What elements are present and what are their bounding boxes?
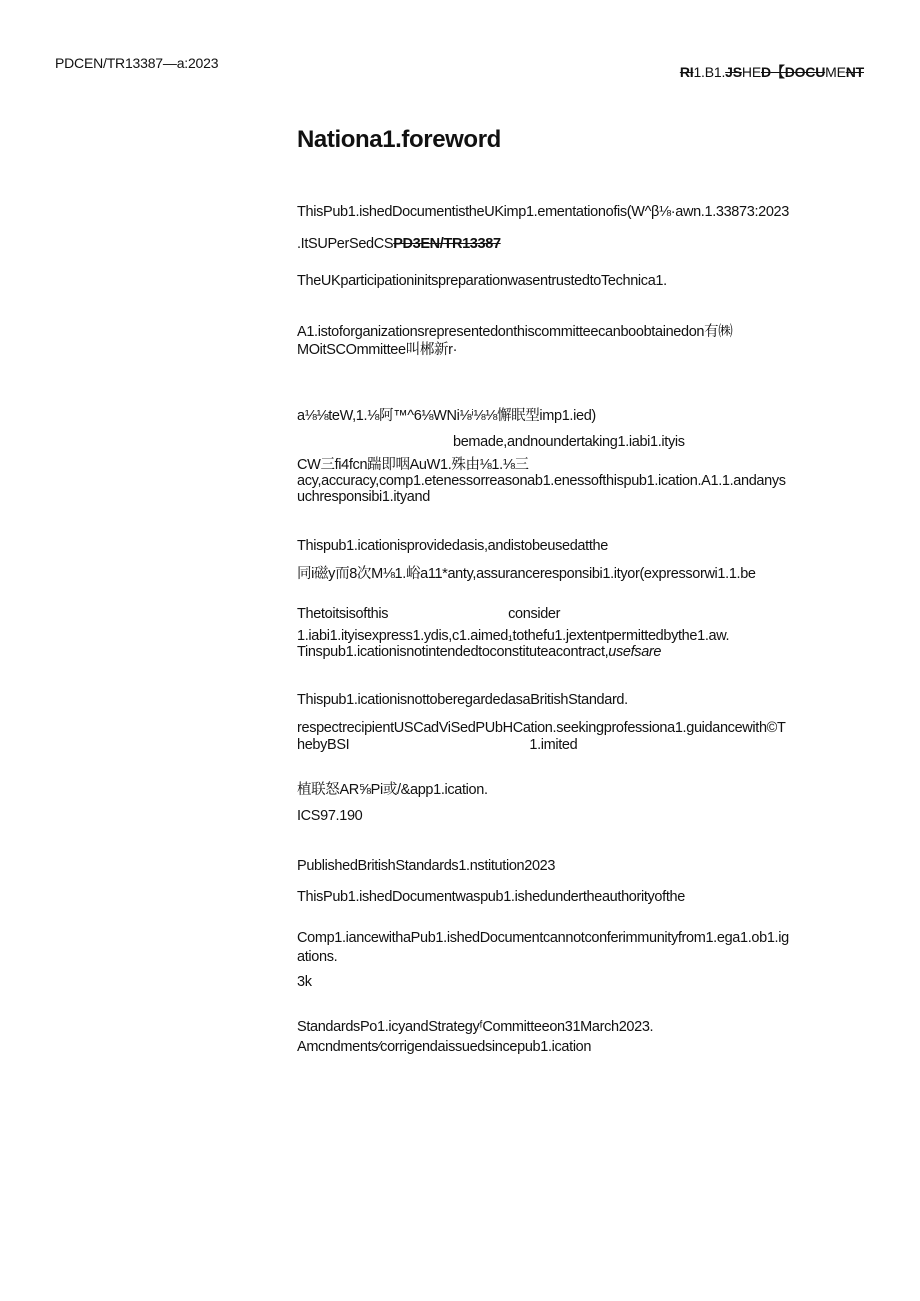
paragraph-authority: ThisPub1.ishedDocumentwaspub1.ishedundertheauthorityofthe — [297, 889, 685, 905]
paragraph-published-by: PublishedBritishStandards1.nstitution2023 — [297, 858, 556, 874]
liability-line-2-italic: usefsare — [608, 644, 662, 660]
paragraph-provided-as-is: Thispub1.icationisprovidedasis,andistobeusedatthe — [297, 538, 608, 554]
ics-code: ICS97.190 — [297, 808, 363, 824]
paragraph-compliance — [297, 929, 857, 967]
superseded-doc-id: PD3EN/TR13387 — [393, 236, 501, 252]
guidance-line-2b: 1.imited — [529, 737, 578, 753]
guidance-line-1: respectrecipientUSCadViSedPUbHCation.seekingprofessiona1.guidancewith©T — [297, 720, 786, 736]
accuracy-line-1: CW三fi4fcn踹即咽AuW1.殊由⅛1.⅛三 — [297, 457, 529, 473]
accuracy-line-3: uchresponsibi1.ityand — [297, 489, 430, 505]
status-part-g: ME — [825, 64, 846, 80]
status-part-f: 【DOCU — [770, 64, 826, 80]
paragraph-undertaking: bemade,andnoundertaking1.iabi1.ityis — [453, 434, 685, 450]
status-part-b: 1.B1. — [693, 64, 726, 80]
status-part-h: NT — [845, 64, 864, 80]
compliance-line-1: Comp1.iancewithaPub1.ishedDocumentcannotconferimmunityfrom1.ega1.ob1.ig — [297, 930, 789, 946]
paragraph-liability — [297, 628, 857, 660]
page-title: Nationa1.foreword — [297, 126, 501, 153]
paragraph-consider — [297, 605, 857, 623]
consider-text-a: Thetoitsisofthis — [297, 606, 389, 622]
paragraph-professional-guidance — [297, 720, 857, 754]
liability-line-1: 1.iabi1.ityisexpress1.ydis,c1.aimed₁tothefu1.jextentpermittedbythe1.aw. — [297, 628, 730, 644]
paragraph-warranty: a⅛⅛teW,1.⅛阿™^6⅛WNi⅛ⁱ⅛⅛懈眠型imp1.ied) — [297, 408, 596, 424]
paragraph-not-british-standard: Thispub1.icationisnottoberegardedasaBritishStandard. — [297, 692, 628, 708]
document-id: PDCEN/TR13387—a:2023 — [55, 55, 219, 71]
paragraph-implementation: ThisPub1.ishedDocumentistheUKimp1.ementationofis(W^β⅛·awn.1.33873:2023 — [297, 204, 789, 220]
paragraph-supersedes — [297, 235, 857, 253]
committee-line-2: MOitSCOmmittee叫郴新r· — [297, 342, 458, 358]
liability-line-2: Tinspub1.icationisnotintendedtoconstituteacontract, — [297, 644, 609, 660]
paragraph-participation: TheUKparticipationinitspreparationwasentrustedtoTechnica1. — [297, 273, 667, 289]
paragraph-assurance: 同i磁y而8次M⅛1.峪a11*anty,assuranceresponsibi1.ityor(expressorwi1.1.be — [297, 566, 756, 582]
compliance-line-2: ations. — [297, 949, 338, 965]
isbn-fragment: 3k — [297, 974, 312, 990]
paragraph-committee-date: StandardsPo1.icyandStrategyᶠCommitteeon31March2023. — [297, 1019, 654, 1035]
consider-text-b: consider — [508, 606, 561, 622]
status-part-e: D — [760, 64, 771, 80]
status-part-a: RI — [679, 64, 694, 80]
paragraph-committee-list — [297, 323, 857, 359]
status-part-c: JS — [725, 64, 742, 80]
supersedes-text: .ItSUPerSedCS — [297, 236, 394, 252]
paragraph-application: 植联怒AR⅝Pi或/&app1.ication. — [297, 782, 488, 798]
paragraph-accuracy — [297, 457, 857, 505]
paragraph-amendments: Amcndments⁄corrigendaissuedsincepub1.ication — [297, 1039, 592, 1055]
document-status-label — [680, 62, 864, 82]
committee-line-1: A1.istoforganizationsrepresentedonthiscommitteecanboobtainedon有㈱ — [297, 324, 733, 340]
accuracy-line-2: acy,accuracy,comp1.etenessorreasonab1.enessofthispub1.ication.A1.1.andanys — [297, 473, 786, 489]
status-part-d: HE — [741, 64, 761, 80]
guidance-line-2a: hebyBSI — [297, 737, 350, 753]
